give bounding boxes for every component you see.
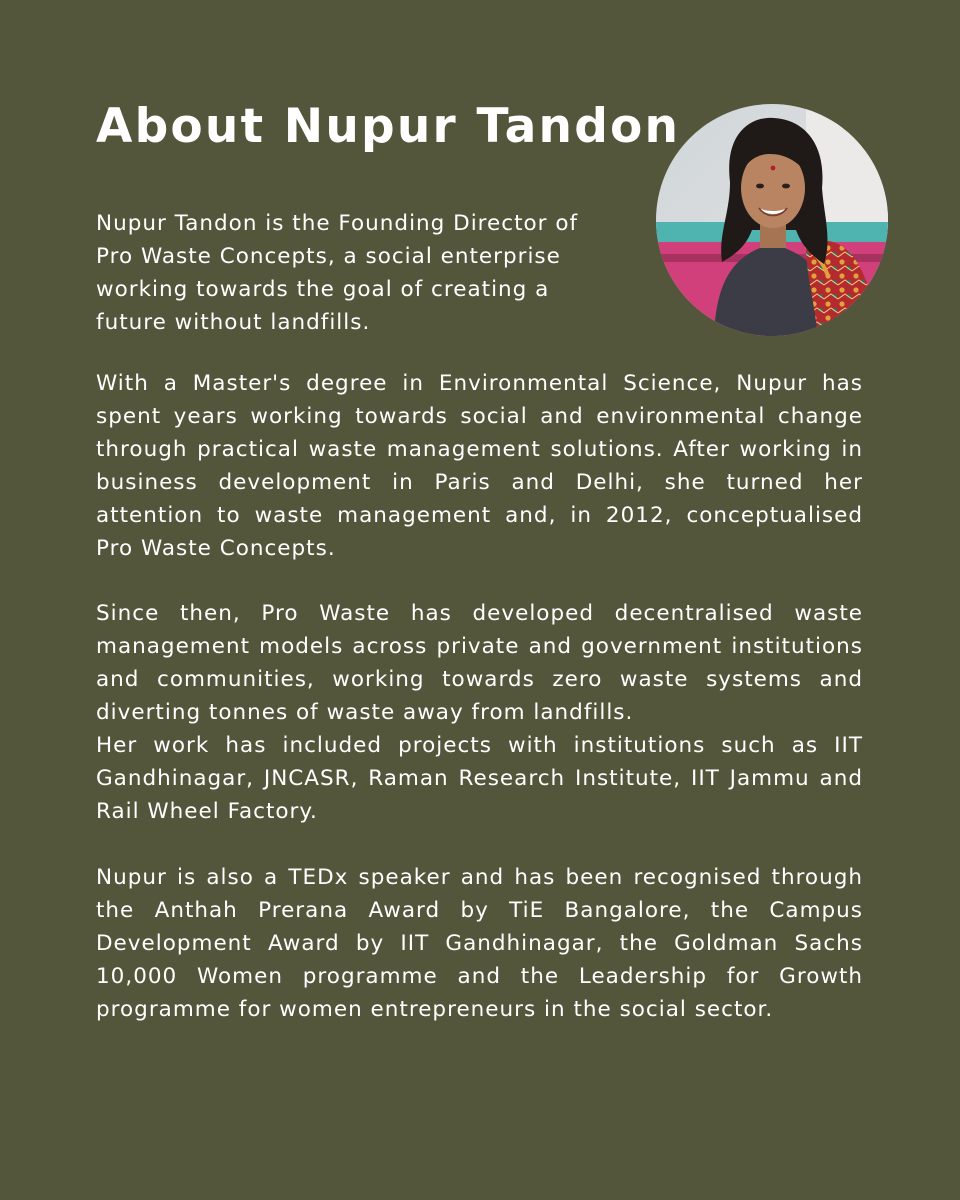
- work-paragraph-text: Since then, Pro Waste has developed decentralised waste management models across private and government institutions and communities, working towards zero waste systems and diverting tonnes of waste away from landfills.: [96, 601, 863, 725]
- intro-line: Nupur Tandon is the Founding Director of: [96, 211, 579, 236]
- work-paragraph-projects: Her work has included projects with institutions such as IIT Gandhinagar, JNCASR, Raman Research Institute, IIT Jammu and Rail Wheel Factory.: [96, 733, 863, 824]
- page-title: About Nupur Tandon: [96, 99, 681, 154]
- portrait-photo: [656, 104, 888, 336]
- work-paragraph: [96, 597, 863, 828]
- intro-line: future without landfills.: [96, 310, 371, 335]
- person-portrait-icon: [656, 104, 888, 336]
- intro-line: working towards the goal of creating a: [96, 277, 550, 302]
- background-paragraph: With a Master's degree in Environmental Science, Nupur has spent years working towards social and environmental change through practical waste management solutions. After working in business development in Paris and Delhi, she turned her attention to waste management and, in 2012, conceptualised Pro Waste Concepts.: [96, 371, 863, 561]
- intro-paragraph: [96, 207, 616, 339]
- intro-line: Pro Waste Concepts, a social enterprise: [96, 244, 561, 269]
- recognition-paragraph: Nupur is also a TEDx speaker and has been recognised through the Anthah Prerana Award by TiE Bangalore, the Campus Development Award by IIT Gandhinagar, the Goldman Sachs 10,000 Women programme and the Leadership for Growth programme for women entrepreneurs in the social sector.: [96, 865, 863, 1022]
